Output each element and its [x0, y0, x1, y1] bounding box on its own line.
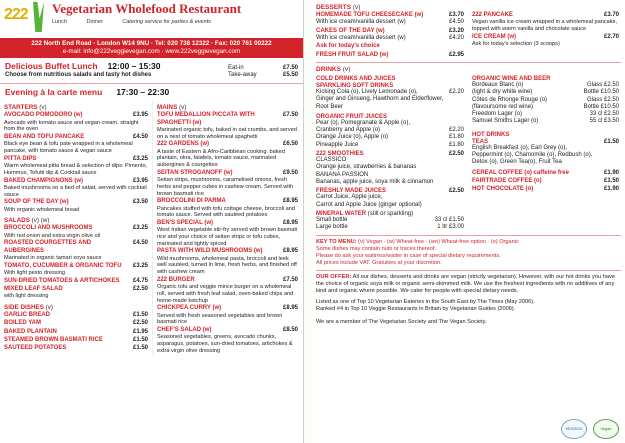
drink-price: £1.80: [448, 141, 464, 148]
juices-heading: ORGANIC FRUIT JUICES: [316, 113, 388, 120]
dessert-description: Ask for today's selection (3 scoops): [472, 41, 560, 48]
item-description: Avocado with tomato sauce and vegan cream, straight from the oven: [4, 119, 139, 133]
desserts-right-list: [468, 11, 619, 59]
cold-drinks-heading: COLD DRINKS AND JUICES: [316, 75, 396, 82]
item-description: Baked mushrooms on a bed of salad, served with cocktail sauce: [4, 184, 147, 198]
item-price: £3.95: [132, 112, 148, 119]
sparkling-heading: SPARKLING SOFT DRINKS: [316, 82, 394, 89]
tea-line: Detox (o), Green Tea(o), Fruit Tea: [472, 159, 562, 166]
dessert-item: [472, 12, 619, 19]
item-price: £7.50: [282, 112, 298, 119]
salads-heading: SALADS (v) (w): [4, 217, 50, 225]
item-description: West Indian vegetable stir-fry served with brown basmati rice and your choice of seitan strips or tofu cubes, marinated and lightly spiced: [157, 227, 298, 247]
wine-measure-price: [590, 111, 619, 118]
item-description: Warm wholemeal pitta bread & selection of dips: Pimento, Hummus, Tofutti dip & Cocktail sauce: [4, 163, 148, 176]
logo-number: 222: [4, 6, 28, 23]
footer-guides: Ranked #4 in Top 10 Veggie Restaurants in Britain by Vegetarian Guides (2006).: [316, 305, 516, 312]
item-price: £3.25: [132, 262, 148, 269]
item-name: ROASTED COURGETTES AND AUBERGINES: [4, 240, 92, 254]
item-price: £8.95: [282, 219, 298, 226]
desserts-left-list: [316, 11, 468, 59]
hot-drinks-list: [472, 170, 619, 194]
contact-address: 222 North End Road · London W14 9NU · Tel: 020 738 12322 · Fax: 020 761 00222: [31, 40, 272, 47]
item-description: Seitan strips, mushrooms, caramelised onions, fresh herbs and pepper cubes in cashew cream. Served with brown basmati rice: [157, 177, 294, 197]
item-price: £3.25: [132, 155, 148, 162]
item-name: TOFU MEDALLION PICCATA WITH SPAGHETTI (w): [157, 112, 255, 126]
wine-name: Freedom Lager (o): [472, 111, 523, 118]
fresh-juices-price: £2.50: [448, 188, 464, 195]
footer: [316, 299, 621, 327]
mains-heading: MAINS (v): [157, 104, 187, 112]
wine-measure-price: [584, 104, 619, 111]
dessert-option-name: With ice cream/vanilla dessert (w): [316, 19, 406, 26]
item-price: £7.50: [282, 276, 298, 283]
dessert-name: CAKES OF THE DAY (w): [316, 27, 385, 34]
dessert-name: FRESH FRUIT SALAD (w): [316, 51, 389, 58]
item-name: CHICKPEA CURRY (w): [157, 305, 222, 312]
wine-item: [472, 97, 619, 104]
dessert-name: ICE CREAM (w): [472, 33, 516, 40]
menu-item: [4, 225, 148, 232]
menu-item: [157, 327, 298, 334]
item-price: £1.50: [132, 311, 148, 318]
water-name: Small bottle: [316, 216, 348, 223]
water-price: £1.50: [448, 216, 464, 223]
mains-column: [152, 100, 298, 354]
tag-lunch: Lunch: [52, 18, 67, 25]
tag-catering: Catering service for parties & events: [122, 18, 211, 25]
item-price: £1.95: [132, 328, 148, 335]
smoothies-list: [316, 157, 464, 186]
drink-name: CLASSICO: [316, 157, 347, 164]
menu-item: [4, 312, 148, 319]
menu-item: [4, 156, 148, 163]
wine-price: £2.50: [603, 111, 619, 118]
wine-item: [472, 89, 619, 96]
smoothies-price: £2.50: [448, 151, 464, 158]
item-name: BOILED YAM: [4, 320, 42, 327]
wine-measure: 33 cl: [589, 111, 603, 118]
smoothies-heading: 222 SMOOTHIES: [316, 151, 364, 158]
item-name: SAUTEED POTATOES: [4, 345, 67, 352]
dessert-item: [472, 34, 619, 41]
hot-drink-item: [472, 170, 619, 177]
menu-item: [4, 320, 148, 327]
drink-name: Pear (o), Pomegranate & Apple (o),: [316, 119, 411, 126]
header: [0, 0, 303, 38]
menu-item: [4, 134, 148, 141]
drink-price: £1.80: [448, 134, 464, 141]
buffet-desc: Choose from nutritious salads and tasty hot dishes: [5, 72, 152, 79]
juices-list: [316, 120, 464, 149]
dessert-option-name: With ice cream/vanilla dessert (w): [316, 34, 406, 41]
dessert-price: £2.70: [603, 33, 619, 40]
item-description: Wild mushrooms, wholemeal pasta, broccoli and leek well sautéed, turned in lime, fresh herbs, and finished off with cashew cream: [157, 255, 297, 276]
item-description: With light pesto dressing: [4, 269, 65, 276]
drink-price: £2.20: [448, 88, 464, 95]
item-description: A taste of Eastern & Afro-Caribbean cooking: baked plantain, okra, falafels, tomato sauce, marinated aubergines & courgettes: [157, 148, 285, 169]
drink-item: [316, 179, 464, 186]
hot-drink-price: £1.90: [603, 169, 619, 176]
menu-item: [4, 278, 148, 285]
dessert-option-price: £4.50: [448, 19, 464, 26]
item-name: BAKED PLANTAIN: [4, 328, 57, 335]
starters-list: [4, 112, 148, 213]
water-size-price: [435, 217, 464, 224]
mains-list: [157, 112, 298, 354]
hot-drink-price: £1.50: [603, 178, 619, 184]
dessert-option: [316, 19, 464, 26]
dessert-item: [316, 12, 464, 19]
fresh-juices-heading: FRESHLY MADE JUICES: [316, 188, 387, 195]
tea-line: Peppermint (o), Chamomile (o), Redbush (o),: [472, 152, 593, 159]
footer-membership: We are a member of The Vegetarian Society and The Vegan Society.: [316, 319, 487, 326]
menu-item: [4, 199, 148, 206]
desserts-heading: DESSERTS (v): [316, 4, 361, 11]
wine-name: (light & dry white wine): [472, 89, 533, 96]
salads-list: [4, 225, 148, 300]
wine-price: £3.50: [603, 118, 619, 125]
wine-measure: Bottle: [583, 103, 599, 110]
wine-measure-price: [587, 82, 619, 89]
item-description: Marinated in organic tamari soya sauce: [4, 254, 102, 261]
water-item: [316, 224, 464, 231]
item-price: £8.95: [282, 198, 298, 205]
item-price: £4.75: [132, 277, 148, 284]
tea-line: English Breakfast (o), Earl Grey (o),: [472, 144, 568, 151]
item-price: £1.50: [132, 336, 148, 343]
item-description: With organic wholemeal bread: [4, 206, 80, 213]
wine-price: £10.50: [600, 89, 619, 96]
item-name: SUN-DRIED TOMATOES & ARTICHOKES: [4, 277, 120, 284]
fresh-juices-list: [316, 194, 464, 209]
item-price: £3.95: [132, 177, 148, 184]
wine-hot-column: [468, 73, 619, 232]
eat-in-price: £7.50: [282, 64, 298, 71]
item-name: BROCCOLINI DI PARMA: [157, 198, 226, 205]
item-name: CHEF'S SALAD (w): [157, 326, 212, 333]
wine-price: £2.50: [603, 96, 619, 103]
water-list: [316, 217, 464, 232]
item-price: £2.50: [132, 320, 148, 327]
key-title: KEY TO MENU:: [316, 238, 357, 245]
item-name: MIXED LEAF SALAD: [4, 285, 63, 292]
item-name: PITTA DIPS: [4, 155, 37, 162]
wine-name: Bordeaux Blanc (o): [472, 81, 524, 88]
item-name: STEAMED BROWN BASMATI RICE: [4, 336, 103, 343]
item-price: £4.50: [132, 134, 148, 141]
menu-item: [157, 170, 298, 177]
buffet-title: Delicious Buffet Lunch: [5, 60, 98, 71]
teas-price: £1.50: [603, 138, 619, 145]
wine-price: £10.50: [600, 103, 619, 110]
menu-item: [157, 141, 298, 148]
teas-heading: TEAS: [472, 138, 489, 145]
evening-heading: [0, 84, 303, 100]
dessert-item: [316, 28, 464, 35]
dessert-option: [316, 35, 464, 42]
wine-item: [472, 118, 619, 125]
drink-item: [316, 157, 464, 164]
dessert-price: £3.70: [603, 12, 619, 18]
item-name: 222 GARDENS (w): [157, 141, 210, 148]
sparkling-list: [316, 89, 464, 111]
cold-drinks-column: [316, 73, 468, 232]
water-size: 1 ltr: [437, 224, 448, 231]
menu-item: [4, 329, 148, 336]
drink-item: [316, 202, 464, 209]
item-description: with light dressing: [4, 293, 49, 300]
wine-item: [472, 111, 619, 118]
wine-measure: Bottle: [583, 89, 599, 96]
item-price: £9.50: [282, 169, 298, 176]
drink-item: [316, 172, 464, 179]
drink-name: Carrot Juice, Apple juice,: [316, 194, 383, 201]
hot-drink-price: £1.90: [603, 186, 619, 193]
menu-item: [4, 337, 148, 344]
takeaway-label: Take-away: [228, 72, 257, 79]
restaurant-logo: [4, 2, 46, 36]
wine-list: [472, 82, 619, 126]
menu-item: [4, 112, 148, 119]
drink-item: [316, 104, 464, 111]
offer-text: All our dishes, desserts and drinks are vegan (strictly vegetarian). However, with our hot drinks you have the choice of organic soya milk or organic semi-skimmed milk. We use the freshest ingredients with no additives of any kind and organic where possible. We cater for people with special dietary needs.: [316, 273, 616, 295]
water-name: Large bottle: [316, 224, 348, 231]
drink-name: Kicking Cola (o), Lively Lemonade (o),: [316, 88, 418, 95]
hot-drink-name: FAIRTRADE COFFEE (o): [472, 178, 542, 184]
dessert-item: [316, 43, 464, 50]
item-name: AVOCADO POMODORO (w): [4, 112, 83, 119]
key-nuts: Some dishes may contain nuts or traces thereof.: [316, 245, 437, 252]
drink-name: Bananas, apple juice, soya milk & cinnamon: [316, 179, 434, 185]
sides-heading: SIDE DISHES (v): [4, 303, 53, 311]
menu-item: [157, 112, 298, 127]
drink-item: [316, 96, 464, 103]
item-price: £2.50: [132, 285, 148, 292]
header-tags: [52, 19, 241, 26]
item-name: BAKED CHAMPIGNONS (w): [4, 177, 83, 184]
footer-times: Listed as one of Top 10 Vegetarian Eateries in the South East by The Times (May 2006).: [316, 298, 535, 305]
menu-item: [4, 286, 148, 293]
water-size: 33 cl: [434, 216, 448, 223]
water-size-price: [437, 224, 464, 231]
sides-list: [4, 312, 148, 353]
buffet-time: 12:00 – 15:30: [107, 60, 161, 71]
item-name: BROCCOLI AND MUSHROOMS: [4, 225, 93, 232]
item-description: Organic tofu and veggie mince burger on a wholemeal roll, served with fresh leaf salad, oven-baked chips and home-made ketchup: [157, 284, 294, 304]
drink-item: [316, 164, 464, 171]
menu-item: [4, 345, 148, 352]
eat-in-label: Eat-in: [228, 64, 244, 71]
drink-name: Cranberry and Apple (o): [316, 127, 381, 134]
dessert-description: Vegan vanilla ice cream wrapped in a wholemeal pancake, topped with warm vanilla and chocolate sauce: [472, 19, 618, 33]
right-panel: [312, 0, 625, 443]
our-offer: [316, 274, 621, 296]
item-price: £3.25: [132, 225, 148, 232]
menu-item: [157, 277, 298, 284]
teas-list: [472, 145, 619, 167]
takeaway-price: £5.50: [282, 72, 298, 79]
menu-item: [157, 248, 298, 255]
dessert-name: HOMEMADE TOFU CHEESECAKE (w): [316, 12, 424, 18]
item-description: Served with fresh seasoned vegetables and brown basmati rice: [157, 312, 283, 326]
item-description: Black eye bean & tofu pate wrapped in a wholemeal pancake, with tomato sauce & vegan sauce: [4, 141, 133, 155]
wine-measure: 55 cl: [589, 118, 603, 125]
wine-item: [472, 82, 619, 89]
offer-lead: OUR OFFER:: [316, 273, 352, 280]
drink-item: [316, 142, 464, 149]
hot-drink-name: HOT CHOCOLATE (o): [472, 186, 534, 193]
vegetarian-society-logo-icon: VEGSOC: [561, 419, 587, 439]
wine-item: [472, 104, 619, 111]
wine-price: £2.50: [603, 81, 619, 88]
wine-measure: Glass: [586, 81, 603, 88]
hot-drink-item: [472, 186, 619, 193]
item-price: £6.50: [282, 141, 298, 148]
item-description: With red onion and extra virgin olive oil: [4, 232, 101, 239]
restaurant-title: Vegetarian Wholefood Restaurant: [52, 1, 242, 16]
water-price: £3.00: [448, 224, 464, 231]
key-dietary: Please do ask your waitress/waiter in case of special dietary requirements.: [316, 252, 501, 259]
buffet-section: [0, 58, 303, 85]
dessert-name: 222 PANCAKE: [472, 12, 513, 18]
item-description: Seasoned vegetables, greens, avocado chunks, asparagus, potatoes, sun-dried tomatoes, artichokes & extra virgin olive dressing: [157, 334, 293, 354]
item-description: Pancakes stuffed with tofu cottage cheese, broccoli and tomato sauce. Served with sautéed potatoes: [157, 205, 295, 219]
drink-name: Pineapple Juice: [316, 141, 359, 148]
hot-drinks-heading: HOT DRINKS: [472, 131, 510, 138]
wine-measure-price: [587, 97, 619, 104]
water-heading: MINERAL WATER (still or sparkling): [316, 210, 414, 217]
wine-measure-price: [590, 118, 619, 125]
drink-name: Ginger and Ginseng, Hawthorn and Elderflower,: [316, 96, 444, 103]
drinks-heading: DRINKS (v): [316, 65, 351, 73]
item-name: SOUP OF THE DAY (w): [4, 199, 69, 206]
item-price: £8.50: [282, 326, 298, 333]
item-description: Marinated organic tofu, baked in oat crumbs, and served on a nest of tomato wholemeal spaghetti: [157, 126, 297, 140]
drink-item: [316, 194, 464, 201]
item-price: £3.50: [132, 199, 148, 206]
starters-heading: STARTERS (v): [4, 104, 47, 112]
contact-email[interactable]: e-mail: info@222veggievegan.com · www.222veggievegan.com: [62, 47, 241, 55]
item-name: SEITAN STROGANOFF (w): [157, 169, 233, 176]
menu-item: [4, 178, 148, 185]
menu-item: [157, 305, 298, 312]
left-panel: [0, 0, 304, 443]
item-name: TOMATO, CUCUMBER & ORGANIC TOFU: [4, 262, 122, 269]
item-name: 222 BURGER: [157, 276, 195, 283]
drink-item: [316, 127, 464, 134]
starters-salads-sides-column: [4, 100, 152, 354]
dessert-name: Ask for today's choice: [316, 43, 380, 50]
key-vat: All prices include VAT. Gratuities at your discretion.: [316, 259, 442, 266]
menu-item: [157, 198, 298, 205]
menu-item: [4, 263, 148, 270]
hot-drink-name: CEREAL COFFEE (o) caffeine free: [472, 169, 569, 176]
item-name: BEN'S SPECIAL (w): [157, 219, 213, 226]
leaf-v-icon: [33, 2, 44, 32]
menu-item: [157, 220, 298, 227]
wine-name: Samuel Smiths Lager (o): [472, 118, 539, 125]
drink-name: Orange Juice (o), Apple (o): [316, 134, 389, 141]
drink-name: Carrot and Apple Juice (ginger optional): [316, 201, 422, 208]
item-name: PASTA WITH WILD MUSHROOMS (w): [157, 248, 263, 255]
vegan-society-logo-icon: Vegan: [593, 419, 619, 439]
item-price: £4.50: [132, 240, 148, 247]
item-price: £1.50: [132, 345, 148, 352]
water-item: [316, 217, 464, 224]
drink-item: [316, 120, 464, 127]
dessert-item: [316, 52, 464, 59]
evening-title: Evening à la carte menu: [5, 87, 103, 98]
drink-price: £2.20: [448, 127, 464, 134]
drink-name: Orange juice, strawberries & bananas: [316, 164, 417, 171]
item-price: £8.95: [282, 305, 298, 312]
tag-dinner: Dinner: [86, 18, 103, 25]
hot-drink-item: [472, 178, 619, 185]
drink-name: BANANA PASSION: [316, 171, 369, 178]
dessert-option-price: £4.20: [448, 34, 464, 41]
wine-measure: Glass: [586, 96, 603, 103]
drink-name: Root Beer: [316, 103, 344, 110]
menu-item: [4, 240, 148, 255]
item-name: BEAN AND TOFU PANCAKE: [4, 134, 85, 141]
dessert-price: £3.20: [448, 27, 464, 34]
item-name: GARLIC BREAD: [4, 311, 50, 318]
wine-measure-price: [584, 89, 619, 96]
wine-name: Côtes de Rhonge Rouge (o): [472, 96, 548, 103]
item-price: £8.95: [282, 248, 298, 255]
wine-heading: ORGANIC WINE AND BEER: [472, 75, 551, 82]
evening-time: 17:30 – 22:30: [116, 87, 170, 98]
dessert-price: £3.70: [448, 12, 464, 18]
drink-item: [316, 134, 464, 141]
contact-bar: [0, 38, 303, 58]
drink-item: [316, 89, 464, 96]
dessert-price: £2.95: [448, 51, 464, 58]
wine-name: (flavoursome red wine): [472, 103, 534, 110]
menu-key: [316, 239, 621, 267]
key-legend: (v) Vegan · (w) Wheat-free · (wo) Wheat-free option · (o) Organic: [358, 238, 519, 245]
